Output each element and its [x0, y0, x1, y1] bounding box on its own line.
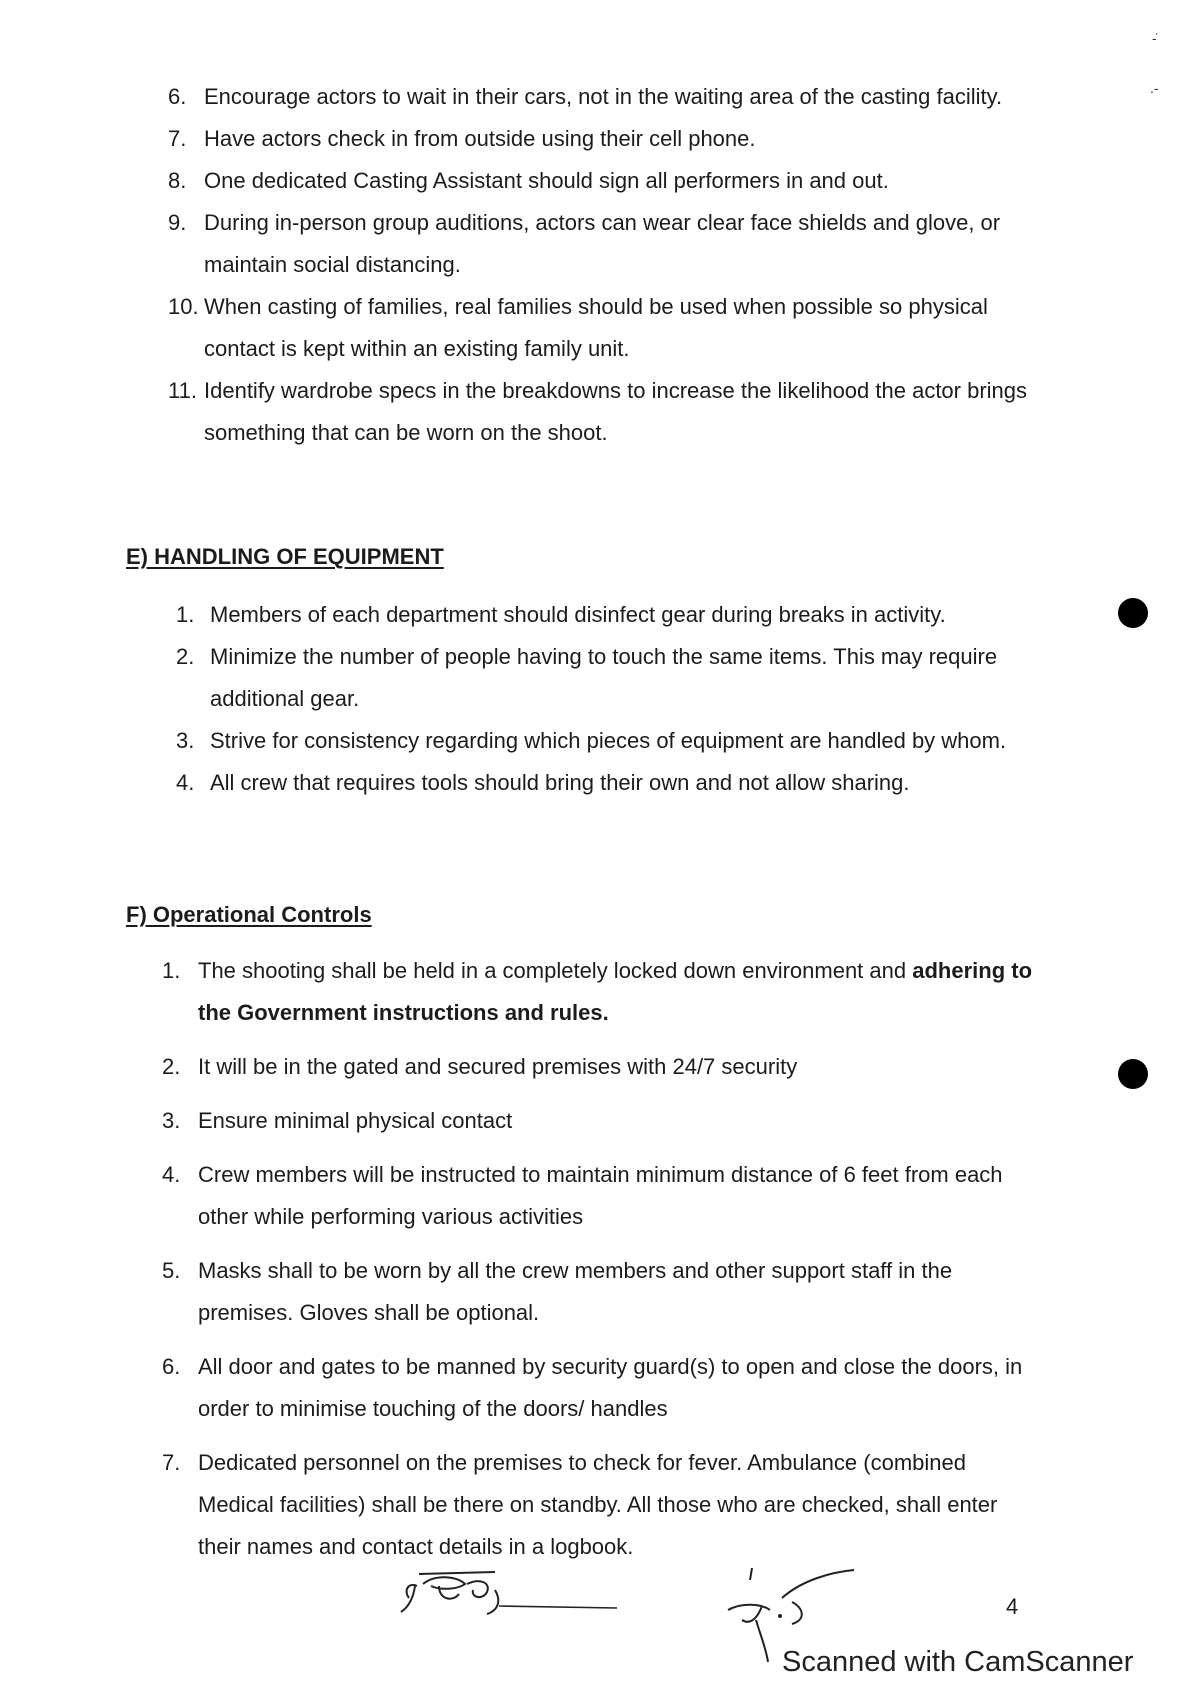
signature-left — [395, 1560, 625, 1630]
list-item — [162, 1046, 1032, 1088]
list-item — [176, 720, 1028, 762]
item-number: 11. — [168, 378, 197, 403]
equipment-list — [176, 594, 1028, 804]
item-text: Encourage actors to wait in their cars, not in the waiting area of the casting facility. — [204, 84, 1003, 109]
list-item — [168, 202, 1028, 286]
item-number: 7. — [168, 126, 187, 151]
list-item — [162, 950, 1032, 1034]
casting-list — [168, 76, 1028, 454]
bullet-dot — [1118, 598, 1148, 628]
item-number: 2. — [162, 1054, 181, 1079]
item-text: Have actors check in from outside using their cell phone. — [204, 126, 756, 151]
item-text-bold: adhering to the Government instructions and rules. — [198, 958, 1033, 1025]
item-text: During in-person group auditions, actors can wear clear face shields and glove, or maintain social distancing. — [204, 210, 1001, 277]
item-number: 1. — [176, 602, 195, 627]
item-number: 1. — [162, 958, 181, 983]
item-number: 9. — [168, 210, 187, 235]
item-number: 10. — [168, 294, 199, 319]
item-number: 4. — [176, 770, 195, 795]
list-item — [162, 1442, 1032, 1568]
list-item — [176, 594, 1028, 636]
item-text: Masks shall to be worn by all the crew members and other support staff in the premises. Gloves shall be optional. — [198, 1258, 953, 1325]
list-item — [168, 286, 1028, 370]
item-number: 4. — [162, 1162, 181, 1187]
list-item — [176, 636, 1028, 720]
operational-controls-list — [162, 950, 1032, 1580]
section-heading-equipment: E) HANDLING OF EQUIPMENT — [126, 544, 444, 569]
bullet-dot — [1118, 1059, 1148, 1089]
item-text: Ensure minimal physical contact — [198, 1108, 513, 1133]
section-heading-operational-controls: F) Operational Controls — [126, 902, 372, 927]
camscanner-watermark: Scanned with CamScanner — [782, 1646, 1134, 1678]
item-text: Minimize the number of people having to touch the same items. This may require additional gear. — [210, 644, 998, 711]
scan-speck: .- — [1150, 80, 1159, 96]
list-item — [168, 76, 1028, 118]
item-text: All crew that requires tools should bring their own and not allow sharing. — [210, 770, 910, 795]
item-number: 5. — [162, 1258, 181, 1283]
item-number: 7. — [162, 1450, 181, 1475]
page-number: 4 — [1006, 1594, 1019, 1619]
item-number: 2. — [176, 644, 195, 669]
list-item — [168, 160, 1028, 202]
list-item — [162, 1154, 1032, 1238]
item-text — [198, 950, 1032, 1034]
list-item — [168, 370, 1028, 454]
item-number: 8. — [168, 168, 187, 193]
item-number: 6. — [162, 1354, 181, 1379]
list-item — [162, 1250, 1032, 1334]
item-number: 6. — [168, 84, 187, 109]
item-text: Identify wardrobe specs in the breakdowns to increase the likelihood the actor brings something that can be worn on the shoot. — [204, 378, 1028, 445]
item-text: Dedicated personnel on the premises to check for fever. Ambulance (combined Medical facilities) shall be there on standby. All those who are checked, shall enter their names and contact details in a logbook. — [198, 1450, 998, 1559]
list-item — [162, 1346, 1032, 1430]
item-text: All door and gates to be manned by security guard(s) to open and close the doors, in order to minimise touching of the doors/ handles — [198, 1354, 1023, 1421]
item-text: It will be in the gated and secured premises with 24/7 security — [198, 1054, 798, 1079]
list-item — [176, 762, 1028, 804]
item-text: Crew members will be instructed to maintain minimum distance of 6 feet from each other while performing various activities — [198, 1162, 1003, 1229]
item-text: Strive for consistency regarding which pieces of equipment are handled by whom. — [210, 728, 1007, 753]
list-item — [168, 118, 1028, 160]
item-text: Members of each department should disinfect gear during breaks in activity. — [210, 602, 946, 627]
item-text: One dedicated Casting Assistant should sign all performers in and out. — [204, 168, 889, 193]
item-text: When casting of families, real families should be used when possible so physical contact is kept within an existing family unit. — [204, 294, 988, 361]
list-item — [162, 1100, 1032, 1142]
item-text-plain: The shooting shall be held in a completely locked down environment and — [198, 958, 907, 983]
item-number: 3. — [176, 728, 195, 753]
item-number: 3. — [162, 1108, 181, 1133]
scan-speck: -̇ — [1152, 30, 1157, 46]
